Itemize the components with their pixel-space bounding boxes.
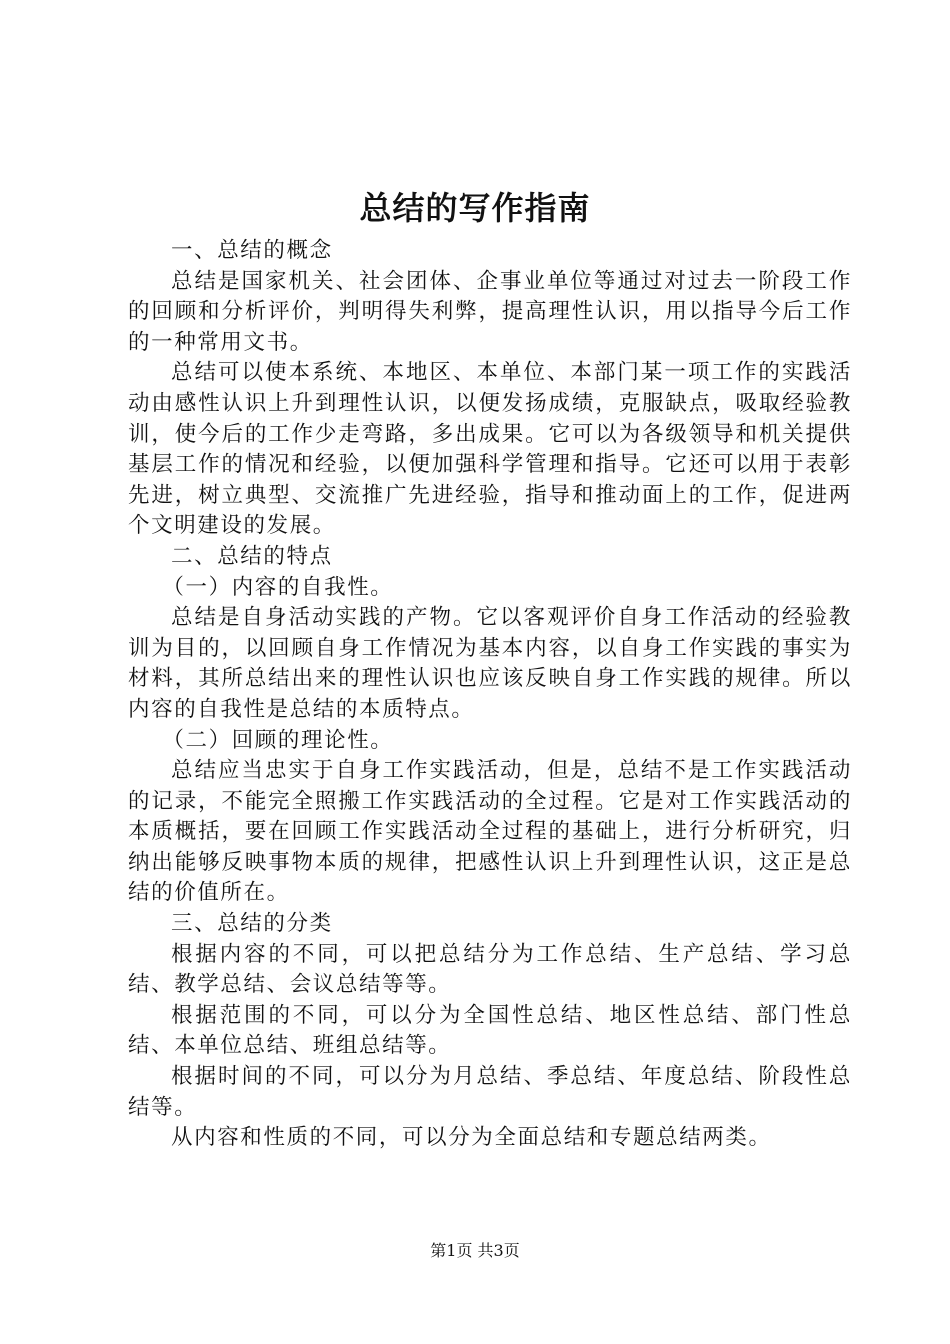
paragraph-definition: 总结是国家机关、社会团体、企事业单位等通过对过去一阶段工作的回顾和分析评价，判明得失利弊，提高理性认识，用以指导今后工作的一种常用文书。 xyxy=(128,268,852,355)
subheading-theory: （二）回顾的理论性。 xyxy=(162,727,394,753)
paragraph-self-nature: 总结是自身活动实践的产物。它以客观评价自身工作活动的经验教训为目的，以回顾自身工作情况为基本内容，以自身工作实践的事实为材料，其所总结出来的理性认识也应该反映自身工作实践的规律。所以内容的自我性是总结的本质特点。 xyxy=(128,605,852,722)
paragraph-types-scope: 根据范围的不同，可以分为全国性总结、地区性总结、部门性总结、本单位总结、班组总结等。 xyxy=(128,1002,852,1059)
paragraph-types-time: 根据时间的不同，可以分为月总结、季总结、年度总结、阶段性总结等。 xyxy=(128,1064,852,1120)
section-heading-types: 三、总结的分类 xyxy=(171,911,333,937)
paragraph-types-content: 根据内容的不同，可以把总结分为工作总结、生产总结、学习总结、教学总结、会议总结等等。 xyxy=(128,941,852,998)
paragraph-types-nature: 从内容和性质的不同，可以分为全面总结和专题总结两类。 xyxy=(171,1125,772,1151)
document-title: 总结的写作指南 xyxy=(359,189,591,227)
section-heading-features: 二、总结的特点 xyxy=(171,543,333,569)
section-heading-concept: 一、总结的概念 xyxy=(171,238,333,263)
paragraph-theory: 总结应当忠实于自身工作实践活动，但是，总结不是工作实践活动的记录，不能完全照搬工作实践活动的全过程。它是对工作实践活动的本质概括，要在回顾工作实践活动全过程的基础上，进行分析研究，归纳出能够反映事物本质的规律，把感性认识上升到理性认识，这正是总结的价值所在。 xyxy=(128,758,852,906)
subheading-self-nature: （一）内容的自我性。 xyxy=(162,574,394,600)
document-body xyxy=(128,236,852,1154)
page-footer: 第1页 共3页 xyxy=(430,1241,520,1260)
paragraph-purpose: 总结可以使本系统、本地区、本单位、本部门某一项工作的实践活动由感性认识上升到理性认识，以便发扬成绩，克服缺点，吸取经验教训，使今后的工作少走弯路，多出成果。它可以为各级领导和机关提供基层工作的情况和经验，以便加强科学管理和指导。它还可以用于表彰先进，树立典型、交流推广先进经验，指导和推动面上的工作，促进两个文明建设的发展。 xyxy=(128,360,852,539)
